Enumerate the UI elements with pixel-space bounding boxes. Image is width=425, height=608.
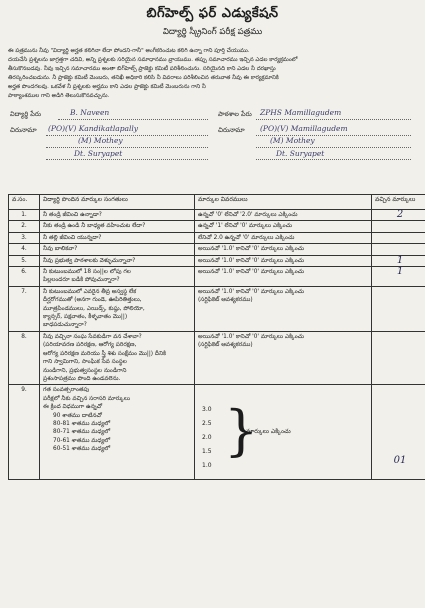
row-details: అయినచో '1.0' కానిచో '0' మార్కులు ఎక్కించు [195,255,372,266]
row-question: నీవు వచ్చినా సంఘ సేవకుడిగా వన చేశావా? (పరియావరణ పరిరక్షణ, ఆరోగ్య పరిరక్షణ, ఆరోగ్య పరిరక్షణ మరియు స్త్రీ శిశు సంక్షేమం మొ||) దీనికి గాని స్వామిగాని, సాంఘిక సేవ సంస్థల నుండిగాని, ప్రభుత్వసంస్థల నుండిగాని ప్రశంసాపత్రము పొంది ఉండవలెను. [40,331,195,384]
instruction-line: దయచేసి ప్రశ్నలను జాగ్రత్తగా చదివి, అన్ని ప్రశ్నలకు సరియైన సమాధానము వ్రాయుము. తప్పు సమాచారము ఇచ్చిన ఎడల కార్యక్రమంలో [8,57,298,64]
school-name-value[interactable]: ZPHS Mamillagudem [260,107,342,117]
address-value-2[interactable]: (M) Mothey [78,135,123,145]
row-marks-field[interactable]: 1 [372,267,425,287]
student-info-section [8,108,417,164]
row-details: ఉన్నచో '0' లేనిచో '2.0' మార్కులు ఎక్కించు [195,210,372,221]
row-question-grades [40,385,195,480]
row-details: లేనిచో 2.0 ఉన్నచో '0' మార్కులు ఎక్కించు [195,232,372,243]
address-label: చిరునామా [10,125,37,134]
row-serial: 7. [9,286,40,331]
school-address-value-3[interactable]: Dt. Suryapet [276,148,325,158]
row-marks-field[interactable] [372,221,425,232]
table-row [9,331,425,384]
marks-scale [198,386,368,478]
instruction-line: ఈ పత్రమును నీవు "విద్యార్థి అర్హత కలిగినా లేదా పోందని-గానీ" అంగీకరించుట కలిగి ఉన్నా గాని పూర్తి చేయుము. [8,48,250,54]
row-details: అయినచో '1.0' కానిచో '0' మార్కులు ఎక్కించు [195,244,372,255]
school-address-line-2 [256,147,411,148]
school-name-label: పాఠశాల పేరు [218,109,252,118]
row-marks-field[interactable] [372,286,425,331]
scale-value: 3.0 [202,406,212,414]
address-value-3[interactable]: Dt. Suryapet [74,148,123,158]
grade-question-text: గత సంవత్సరాంతపు పరీక్షలో నీకు వచ్చిన సరాసరి మార్కులు ఈ క్రింద విధముగా ఉన్నచో [43,387,130,411]
address-line-1 [46,135,208,136]
grade-band: 70-61 శాతము మధ్యలో [53,437,111,444]
instructions-paragraph [8,47,417,102]
school-name-line [256,119,411,120]
col-header-marks: వచ్చిన మార్కులు [372,195,425,210]
table-row [9,221,425,232]
instruction-line: తీసుకొనబడవు. నీవు ఇచ్చిన సమాచారము అంతా బిగ్‌హెల్ప్ ప్రాజెక్టు కమిటీ పరిశీలించును. సరియైనది కాని ఎడల నీ దరఖాస్తు [8,66,276,73]
grade-band: 90 శాతము దాటినచో [53,412,102,419]
grade-band: 80-71 శాతము మధ్యలో [53,429,111,436]
row-marks-field[interactable]: 01 [372,385,425,480]
row-serial: 8. [9,331,40,384]
address-value-1[interactable]: (PO)(V) Kandikatlapally [48,123,139,133]
school-address-value-2[interactable]: (M) Mothey [270,135,315,145]
table-row [9,244,425,255]
scale-instruction: మార్కులు ఎక్కించు [246,428,291,436]
scale-value: 1.5 [202,448,212,456]
row-question: నీ తండ్రి జీవించి ఉన్నాడా? [40,210,195,221]
instruction-line: పాఠ్యాంశముల గాని అడిగి తెలుసుకొనవచ్చును. [8,93,110,100]
form-subtitle: విద్యార్థి స్క్రీనింగ్ పరీక్ష పత్రము [162,27,263,37]
row-serial: 5. [9,255,40,266]
row-marks-field[interactable]: 1 [372,255,425,266]
row-details: అయినచో '1.0' కానిచో '0' మార్కులు ఎక్కించు [195,267,372,287]
address-line-3 [46,159,208,160]
row-serial: 9. [9,385,40,480]
table-row [9,232,425,243]
scale-value: 1.0 [202,462,212,470]
screening-table [8,194,425,480]
school-address-value-1[interactable]: (PO)(V) Mamillagudem [260,123,348,133]
table-row [9,210,425,221]
grade-band: 80-81 శాతము మధ్యలో [53,420,111,427]
row-marks-field[interactable] [372,244,425,255]
table-header-row [9,195,425,210]
col-header-serial: వ.సం. [9,195,40,210]
address-line-2 [46,147,208,148]
student-name-value[interactable]: B. Naveen [70,107,110,117]
table-row [9,267,425,287]
row-details: అయినచో '1.0' కానిచో '0' మార్కులు ఎక్కించు (సర్టిఫికెట్ ఆవశ్యకరము) [195,286,372,331]
school-address-line-3 [256,159,411,160]
row-serial: 1. [9,210,40,221]
col-header-details: మార్కుల వివరములు [195,195,372,210]
brace-icon: } [224,399,259,463]
school-address-label: చిరునామా [218,125,245,134]
row-marks-field[interactable] [372,331,425,384]
scale-value: 2.5 [202,420,212,428]
grade-bands-list [43,412,191,454]
row-marks-field[interactable] [372,232,425,243]
table-row [9,255,425,266]
row-serial: 3. [9,232,40,243]
scale-value: 2.0 [202,434,212,442]
form-title: బిగ్‌హెల్ప్ ఫర్ ఎడ్యుకేషన్ [146,6,279,21]
table-row [9,385,425,480]
row-question: నీకు తండ్రి ఉండి నీ బాధ్యత వహించుట లేదా? [40,221,195,232]
row-details: ఉన్నచో '1' లేనిచో '0' మార్కులు ఎక్కించు [195,221,372,232]
table-row [9,286,425,331]
instruction-line: తిరస్కరించబడును. నీ ప్రాజెక్టు కమిటీ మెంబరు, తనిఖీ అధికారి కలిసి నీ వివరాలు పరిశీలించిన తరువాత నీవు ఈ కార్యక్రమానికి [8,75,279,82]
row-serial: 6. [9,267,40,287]
student-name-line [58,119,208,120]
row-question: నీ కుటుంబములో 18 సం||ల లోపు గల పిల్లలందరూ బడికి పోవుచున్నారా? [40,267,195,287]
row-question: నీవు ప్రభుత్వ పాఠశాలకు వెళ్ళుచున్నావా? [40,255,195,266]
row-serial: 2. [9,221,40,232]
row-details: అయినచో '1.0' కానిచో '0' మార్కులు ఎక్కించు (సర్టిఫికెట్ ఆవశ్యకరము) [195,331,372,384]
row-details-scale [195,385,372,480]
instruction-line: అర్హత పొందగలవు. ఒకవేళ నీ ప్రశ్నలకు అర్హము కాని ఎడల ప్రాజెక్టు కమిటీ మెంబరును గాని నీ [8,84,206,91]
row-question: నీ తల్లి జీవించి యున్నదా? [40,232,195,243]
row-marks-field[interactable]: 2 [372,210,425,221]
student-name-label: విద్యార్థి పేరు [10,109,42,118]
col-header-question: విద్యార్థి పొందిన మార్కుల సంగతులు [40,195,195,210]
row-question: నీవు బాలికవా? [40,244,195,255]
grade-band: 60-51 శాతము మధ్యలో [53,446,111,453]
row-question: నీ కుటుంబములో ఎవరైన తీవ్ర అస్వస్థ లేక దీర్ఘరోగముతో (అనగా గుండె, ఊపిరితిత్తులు, మూత్రపిండములు, ఎయిడ్స్, కుష్ఠు, పోలియో, క్యాన్సర్, పక్షవాతం, కీళ్ళవాతం మొ||) బాధపడుచున్నారా? [40,286,195,331]
row-serial: 4. [9,244,40,255]
